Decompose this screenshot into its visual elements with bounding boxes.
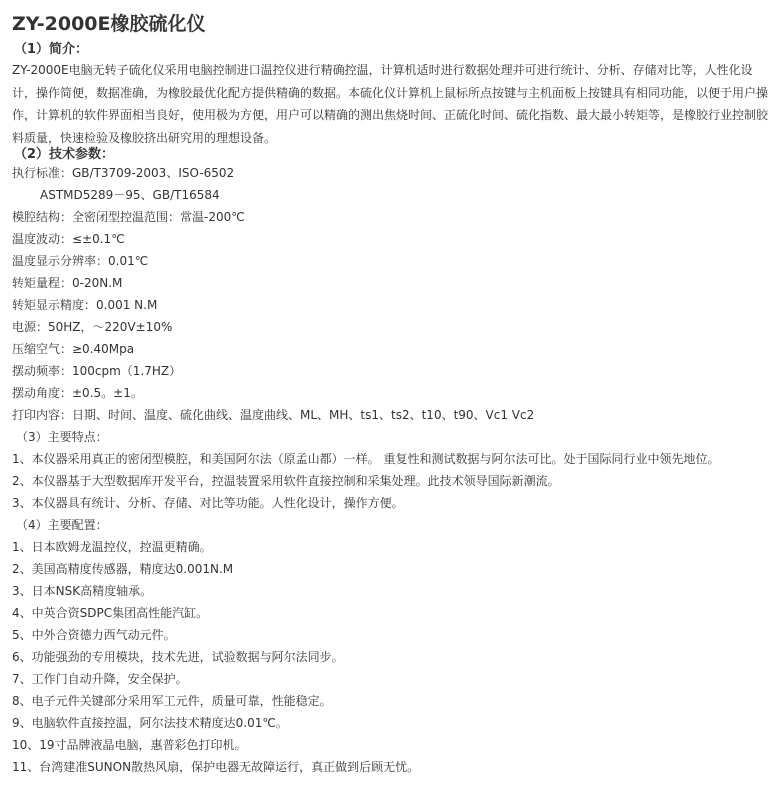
feature-item: 3、本仪器具有统计、分析、存储、对比等功能。人性化设计，操作方便。 (12, 496, 404, 510)
config-item: 6、功能强劲的专用模块，技术先进，试验数据与阿尔法同步。 (12, 650, 344, 664)
features-heading: （3）主要特点： (16, 430, 108, 444)
config-item: 8、电子元件关键部分采用军工元件，质量可靠，性能稳定。 (12, 694, 332, 708)
tech-line-torque-precision: 转矩显示精度：0.001 N.M (12, 298, 158, 312)
feature-item: 1、本仪器采用真正的密闭型模腔，和美国阿尔法（原孟山都）一样。 重复性和测试数据与阿尔法可比。处于国际同行业中领先地位。 (12, 452, 720, 466)
tech-line-power: 电源：50HZ，～220V±10% (12, 320, 173, 334)
tech-line-cavity: 模腔结构：全密闭型控温范围：常温-200℃ (12, 210, 245, 224)
tech-heading: （2）技术参数： (14, 147, 115, 162)
config-item: 11、台湾建准SUNON散热风扇，保护电器无故障运行，真正做到后顾无忧。 (12, 760, 420, 774)
tech-line-temp-fluctuation: 温度波动：≤±0.1℃ (12, 232, 125, 246)
config-item: 9、电脑软件直接控温，阿尔法技术精度达0.01℃。 (12, 716, 288, 730)
config-heading: （4）主要配置： (16, 518, 108, 532)
config-item: 7、工作门自动升降，安全保护。 (12, 672, 188, 686)
config-item: 4、中英合资SDPC集团高性能汽缸。 (12, 606, 209, 620)
tech-line-osc-angle: 摆动角度：±0.5。±1。 (12, 386, 143, 400)
config-item: 5、中外合资德力西气动元件。 (12, 628, 176, 642)
tech-line-osc-frequency: 摆动频率：100cpm（1.7HZ） (12, 364, 182, 378)
intro-paragraph: ZY-2000E电脑无转子硫化仪采用电脑控制进口温控仪进行精确控温，计算机适时进行数据处理并可进行统计、分析、存储对比等，人性化设计，操作简便，数据准确，为橡胶最优化配方提供精确的数据。本硫化仪计算机上鼠标所点按键与主机面板上按键具有相同功能，以便于用户操作，计算机的软件界面相当良好，使用极为方便，用户可以精确的测出焦烧时间、正硫化时间、硫化指数、最大最小转矩等，是橡胶行业控制胶料质量，快速检验及橡胶挤出研究用的理想设备。 (12, 63, 769, 145)
config-item: 3、日本NSK高精度轴承。 (12, 584, 153, 598)
tech-line-print-content: 打印内容：日期、时间、温度、硫化曲线、温度曲线、ML、MH、ts1、ts2、t10、t90、Vc1 Vc2 (12, 408, 535, 422)
tech-line-torque-range: 转矩量程：0-20N.M (12, 276, 123, 290)
feature-item: 2、本仪器基于大型数据库开发平台，控温装置采用软件直接控制和采集处理。此技术领导国际新潮流。 (12, 474, 560, 488)
config-item: 2、美国高精度传感器，精度达0.001N.M (12, 562, 234, 576)
tech-line-standard: 执行标准：GB/T3709-2003、ISO-6502 (12, 166, 235, 180)
config-item: 10、19寸品牌液晶电脑，惠普彩色打印机。 (12, 738, 247, 752)
tech-line-temp-resolution: 温度显示分辨率：0.01℃ (12, 254, 149, 268)
tech-line-air: 压缩空气：≥0.40Mpa (12, 342, 135, 356)
tech-line-standard-cont: ASTMD5289－95、GB/T16584 (40, 188, 220, 202)
config-item: 1、日本欧姆龙温控仪，控温更精确。 (12, 540, 212, 554)
intro-heading: （1）简介： (14, 42, 89, 57)
page-title: ZY-2000E橡胶硫化仪 (12, 13, 206, 35)
